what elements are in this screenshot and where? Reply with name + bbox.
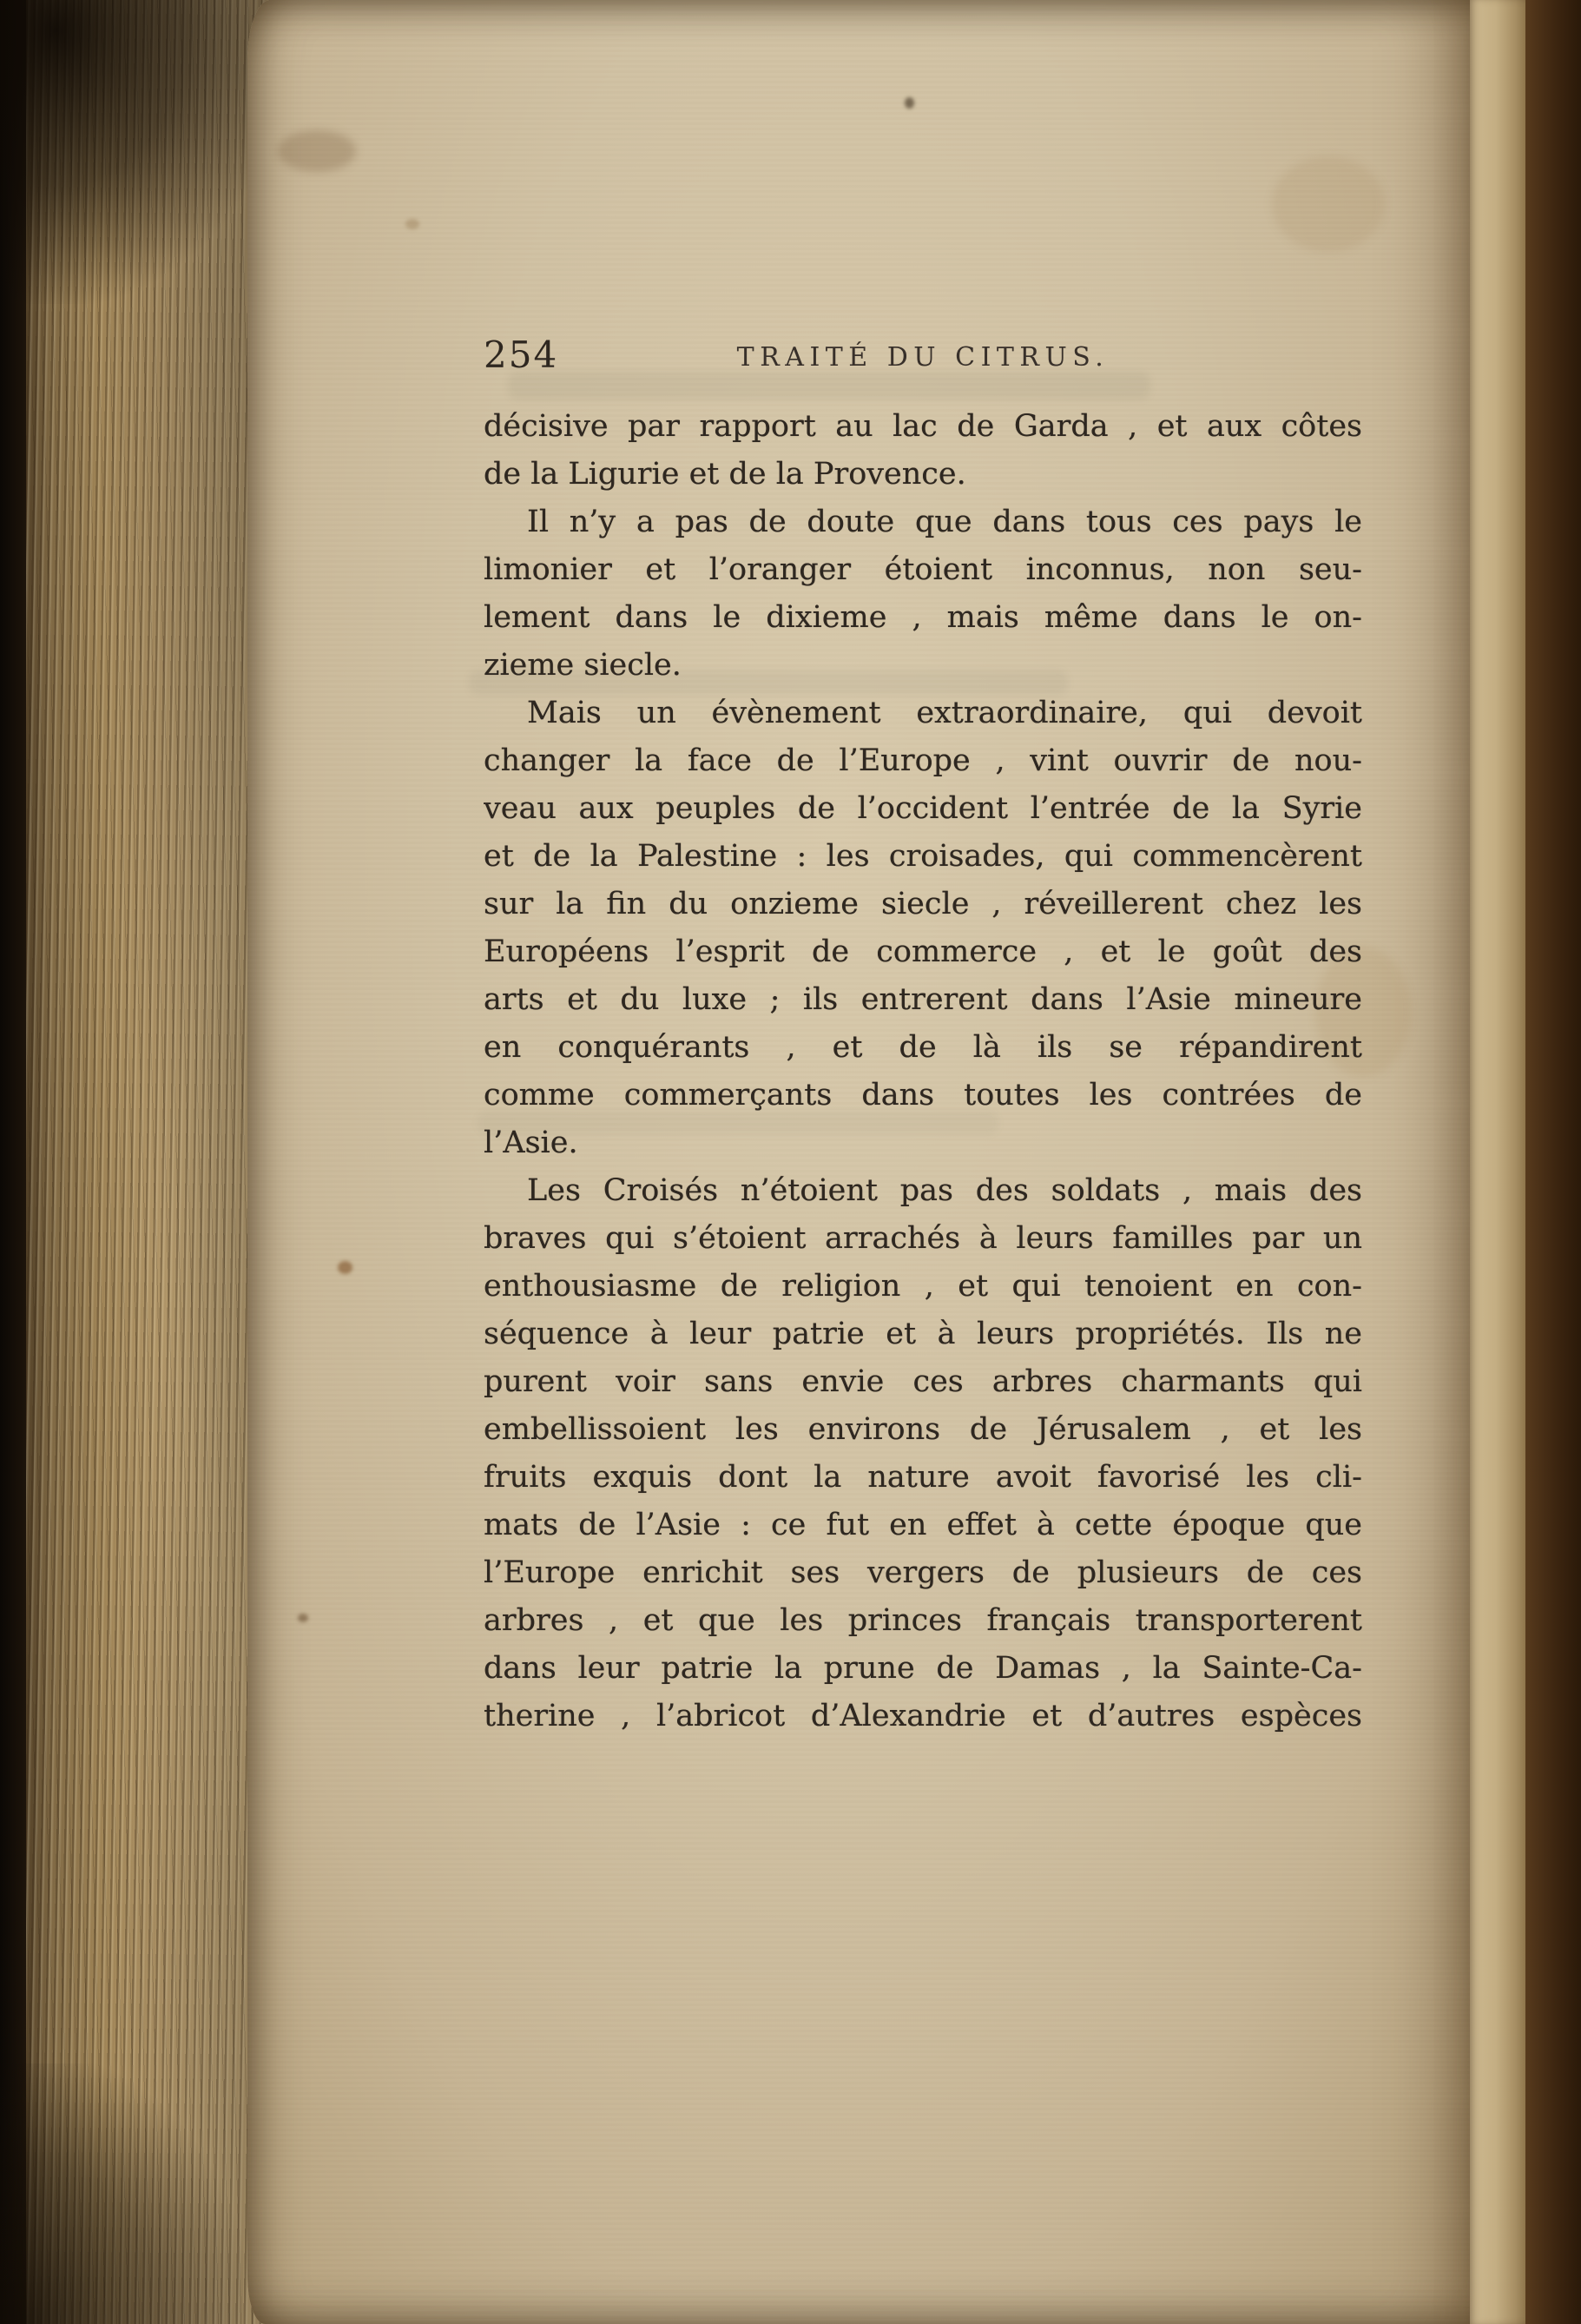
- text-line: l’Asie.: [484, 1126, 578, 1160]
- stain: [298, 1614, 308, 1622]
- text-line: braves qui s’étoient arrachés à leurs familles par un: [484, 1221, 1362, 1256]
- page-number: 254: [484, 333, 559, 376]
- text-line: Mais un évènement extraordinaire, qui devoit: [527, 696, 1362, 730]
- text-line: arbres , et que les princes français transporterent: [484, 1603, 1362, 1638]
- text-line: en conquérants , et de là ils se répandirent: [484, 1030, 1362, 1065]
- text-line: enthousiasme de religion , et qui tenoient en con-: [484, 1269, 1362, 1304]
- text-line: lement dans le dixieme , mais même dans le on-: [484, 600, 1362, 635]
- text-line: décisive par rapport au lac de Garda , et aux côtes: [484, 409, 1362, 444]
- stain: [405, 219, 419, 229]
- stain: [905, 97, 914, 109]
- text-line: Les Croisés n’étoient pas des soldats , mais des: [527, 1173, 1362, 1208]
- text-line: purent voir sans envie ces arbres charmants qui: [484, 1364, 1362, 1399]
- stain: [338, 1261, 352, 1274]
- text-line: limonier et l’oranger étoient inconnus, non seu-: [484, 552, 1362, 587]
- text-line: de la Ligurie et de la Provence.: [484, 457, 966, 492]
- running-title: TRAITÉ DU CITRUS.: [736, 342, 1110, 373]
- stain: [1272, 156, 1385, 252]
- text-line: l’Europe enrichit ses vergers de plusieurs de ces: [484, 1555, 1362, 1590]
- text-line: therine , l’abricot d’Alexandrie et d’autres espèces: [484, 1699, 1362, 1733]
- stain: [278, 130, 356, 172]
- page-text: [484, 403, 1362, 1740]
- text-line: Européens l’esprit de commerce , et le goût des: [484, 934, 1362, 969]
- book-page: [247, 0, 1470, 2324]
- next-page-edge: [1470, 0, 1527, 2324]
- text-line: séquence à leur patrie et à leurs propriétés. Ils ne: [484, 1317, 1362, 1351]
- text-line: arts et du luxe ; ils entrerent dans l’Asie mineure: [484, 982, 1362, 1017]
- text-line: veau aux peuples de l’occident l’entrée de la Syrie: [484, 791, 1362, 826]
- text-line: mats de l’Asie : ce fut en effet à cette époque que: [484, 1508, 1362, 1542]
- text-line: embellissoient les environs de Jérusalem , et les: [484, 1412, 1362, 1447]
- text-line: et de la Palestine : les croisades, qui commencèrent: [484, 839, 1362, 874]
- text-line: Il n’y a pas de doute que dans tous ces pays le: [527, 505, 1362, 539]
- book-right-dark-edge: [1525, 0, 1581, 2324]
- text-line: dans leur patrie la prune de Damas , la Sainte-Ca-: [484, 1651, 1362, 1686]
- text-line: zieme siecle.: [484, 648, 682, 683]
- text-line: sur la fin du onzieme siecle , réveillerent chez les: [484, 887, 1362, 921]
- text-line: comme commerçants dans toutes les contrées de: [484, 1078, 1362, 1112]
- text-line: changer la face de l’Europe , vint ouvrir de nou-: [484, 743, 1362, 778]
- page-edges-stack: [26, 0, 269, 2324]
- page-header: [484, 332, 1362, 386]
- page-content: [484, 332, 1362, 1740]
- text-line: fruits exquis dont la nature avoit favorisé les cli-: [484, 1460, 1362, 1495]
